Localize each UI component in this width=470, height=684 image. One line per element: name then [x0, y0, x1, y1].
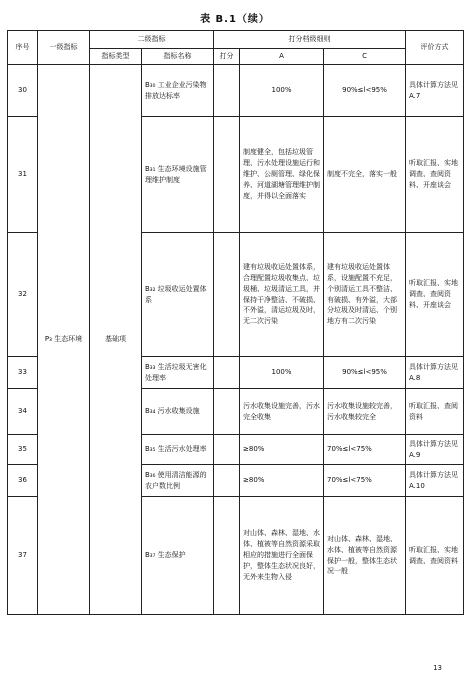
- grade-c: 70%≤l<75%: [324, 465, 406, 497]
- grade-c: 70%≤l<75%: [324, 435, 406, 465]
- header-method: 评价方式: [406, 31, 464, 65]
- method-cell: 听取汇报、查阅资料: [406, 389, 464, 435]
- table-title: 表 B.1（续）: [200, 14, 270, 25]
- header-seq: 序号: [8, 31, 38, 65]
- indicator-name: B₃₂ 垃圾收运处置体系: [142, 233, 214, 357]
- row-no: 31: [8, 117, 38, 233]
- table-row: [8, 65, 464, 117]
- grade-c: 90%≤l<95%: [324, 65, 406, 117]
- indicator-name: B₃₅ 生活污水处理率: [142, 435, 214, 465]
- header-type: 指标类型: [90, 49, 142, 65]
- grade-c: 污水收集设施较完善，污水收集较完全: [324, 389, 406, 435]
- row-no: 36: [8, 465, 38, 497]
- grade-a: 100%: [240, 357, 324, 389]
- header-level1: 一级指标: [38, 31, 90, 65]
- row-no: 30: [8, 65, 38, 117]
- page-number: 13: [433, 664, 442, 672]
- grade-a: ≥80%: [240, 465, 324, 497]
- score-cell: [214, 65, 240, 117]
- row-no: 34: [8, 389, 38, 435]
- method-cell: 具体计算方法见 A.9: [406, 435, 464, 465]
- grade-a: 建有垃圾收运处置体系，合理配置垃圾收集点、垃圾桶、垃圾清运工具，并保持干净整洁、不破损、不外溢，清运垃圾及时，无二次污染: [240, 233, 324, 357]
- method-cell: 具体计算方法见 A.8: [406, 357, 464, 389]
- level1-cell: P₃ 生态环境: [38, 65, 90, 615]
- header-c: C: [324, 49, 406, 65]
- method-cell: 听取汇报、实地调查、查阅资料: [406, 497, 464, 615]
- grade-c: 对山体、森林、湿地、水体、植被等自然资源保护一般，整体生态状况一般: [324, 497, 406, 615]
- indicator-name: B₃₁ 生态环境设施管理维护制度: [142, 117, 214, 233]
- row-no: 37: [8, 497, 38, 615]
- indicator-name: B₃₇ 生态保护: [142, 497, 214, 615]
- grade-c: 建有垃圾收运处置体系，设施配置不充足，个别清运工具不整洁、有破损、有外溢，大部分垃圾及时清运、个别地方有二次污染: [324, 233, 406, 357]
- grade-a: 制度健全，包括垃圾管理、污水处理设施运行和维护、公厕管理、绿化保养、河道湖塘管理维护制度，并得以全面落实: [240, 117, 324, 233]
- header-name: 指标名称: [142, 49, 214, 65]
- grade-a: 对山体、森林、湿地、水体、植被等自然资源采取相应的措施进行全面保护，整体生态状况良好，无外来生物入侵: [240, 497, 324, 615]
- header-level2: 二级指标: [90, 31, 214, 49]
- row-no: 33: [8, 357, 38, 389]
- method-cell: 具体计算方法见 A.10: [406, 465, 464, 497]
- indicator-name: B₃₃ 生活垃圾无害化处理率: [142, 357, 214, 389]
- row-no: 32: [8, 233, 38, 357]
- score-cell: [214, 117, 240, 233]
- header-a: A: [240, 49, 324, 65]
- indicator-name: B₃₄ 污水收集设施: [142, 389, 214, 435]
- evaluation-table: [7, 30, 464, 615]
- score-cell: [214, 465, 240, 497]
- grade-a: 污水收集设施完善，污水完全收集: [240, 389, 324, 435]
- grade-a: 100%: [240, 65, 324, 117]
- type-cell: 基础项: [90, 65, 142, 615]
- grade-a: ≥80%: [240, 435, 324, 465]
- method-cell: 具体计算方法见 A.7: [406, 65, 464, 117]
- score-cell: [214, 497, 240, 615]
- row-no: 35: [8, 435, 38, 465]
- indicator-name: B₃₀ 工业企业污染物排放达标率: [142, 65, 214, 117]
- header-score: 打分: [214, 49, 240, 65]
- score-cell: [214, 357, 240, 389]
- score-cell: [214, 435, 240, 465]
- score-cell: [214, 389, 240, 435]
- method-cell: 听取汇报、实地调查、查阅资料、开座谈会: [406, 117, 464, 233]
- method-cell: 听取汇报、实地调查、查阅资料、开座谈会: [406, 233, 464, 357]
- score-cell: [214, 233, 240, 357]
- indicator-name: B₃₆ 使用清洁能源的农户数比例: [142, 465, 214, 497]
- grade-c: 制度不完全，落实一般: [324, 117, 406, 233]
- header-rules: 打分档级细则: [214, 31, 406, 49]
- grade-c: 90%≤l<95%: [324, 357, 406, 389]
